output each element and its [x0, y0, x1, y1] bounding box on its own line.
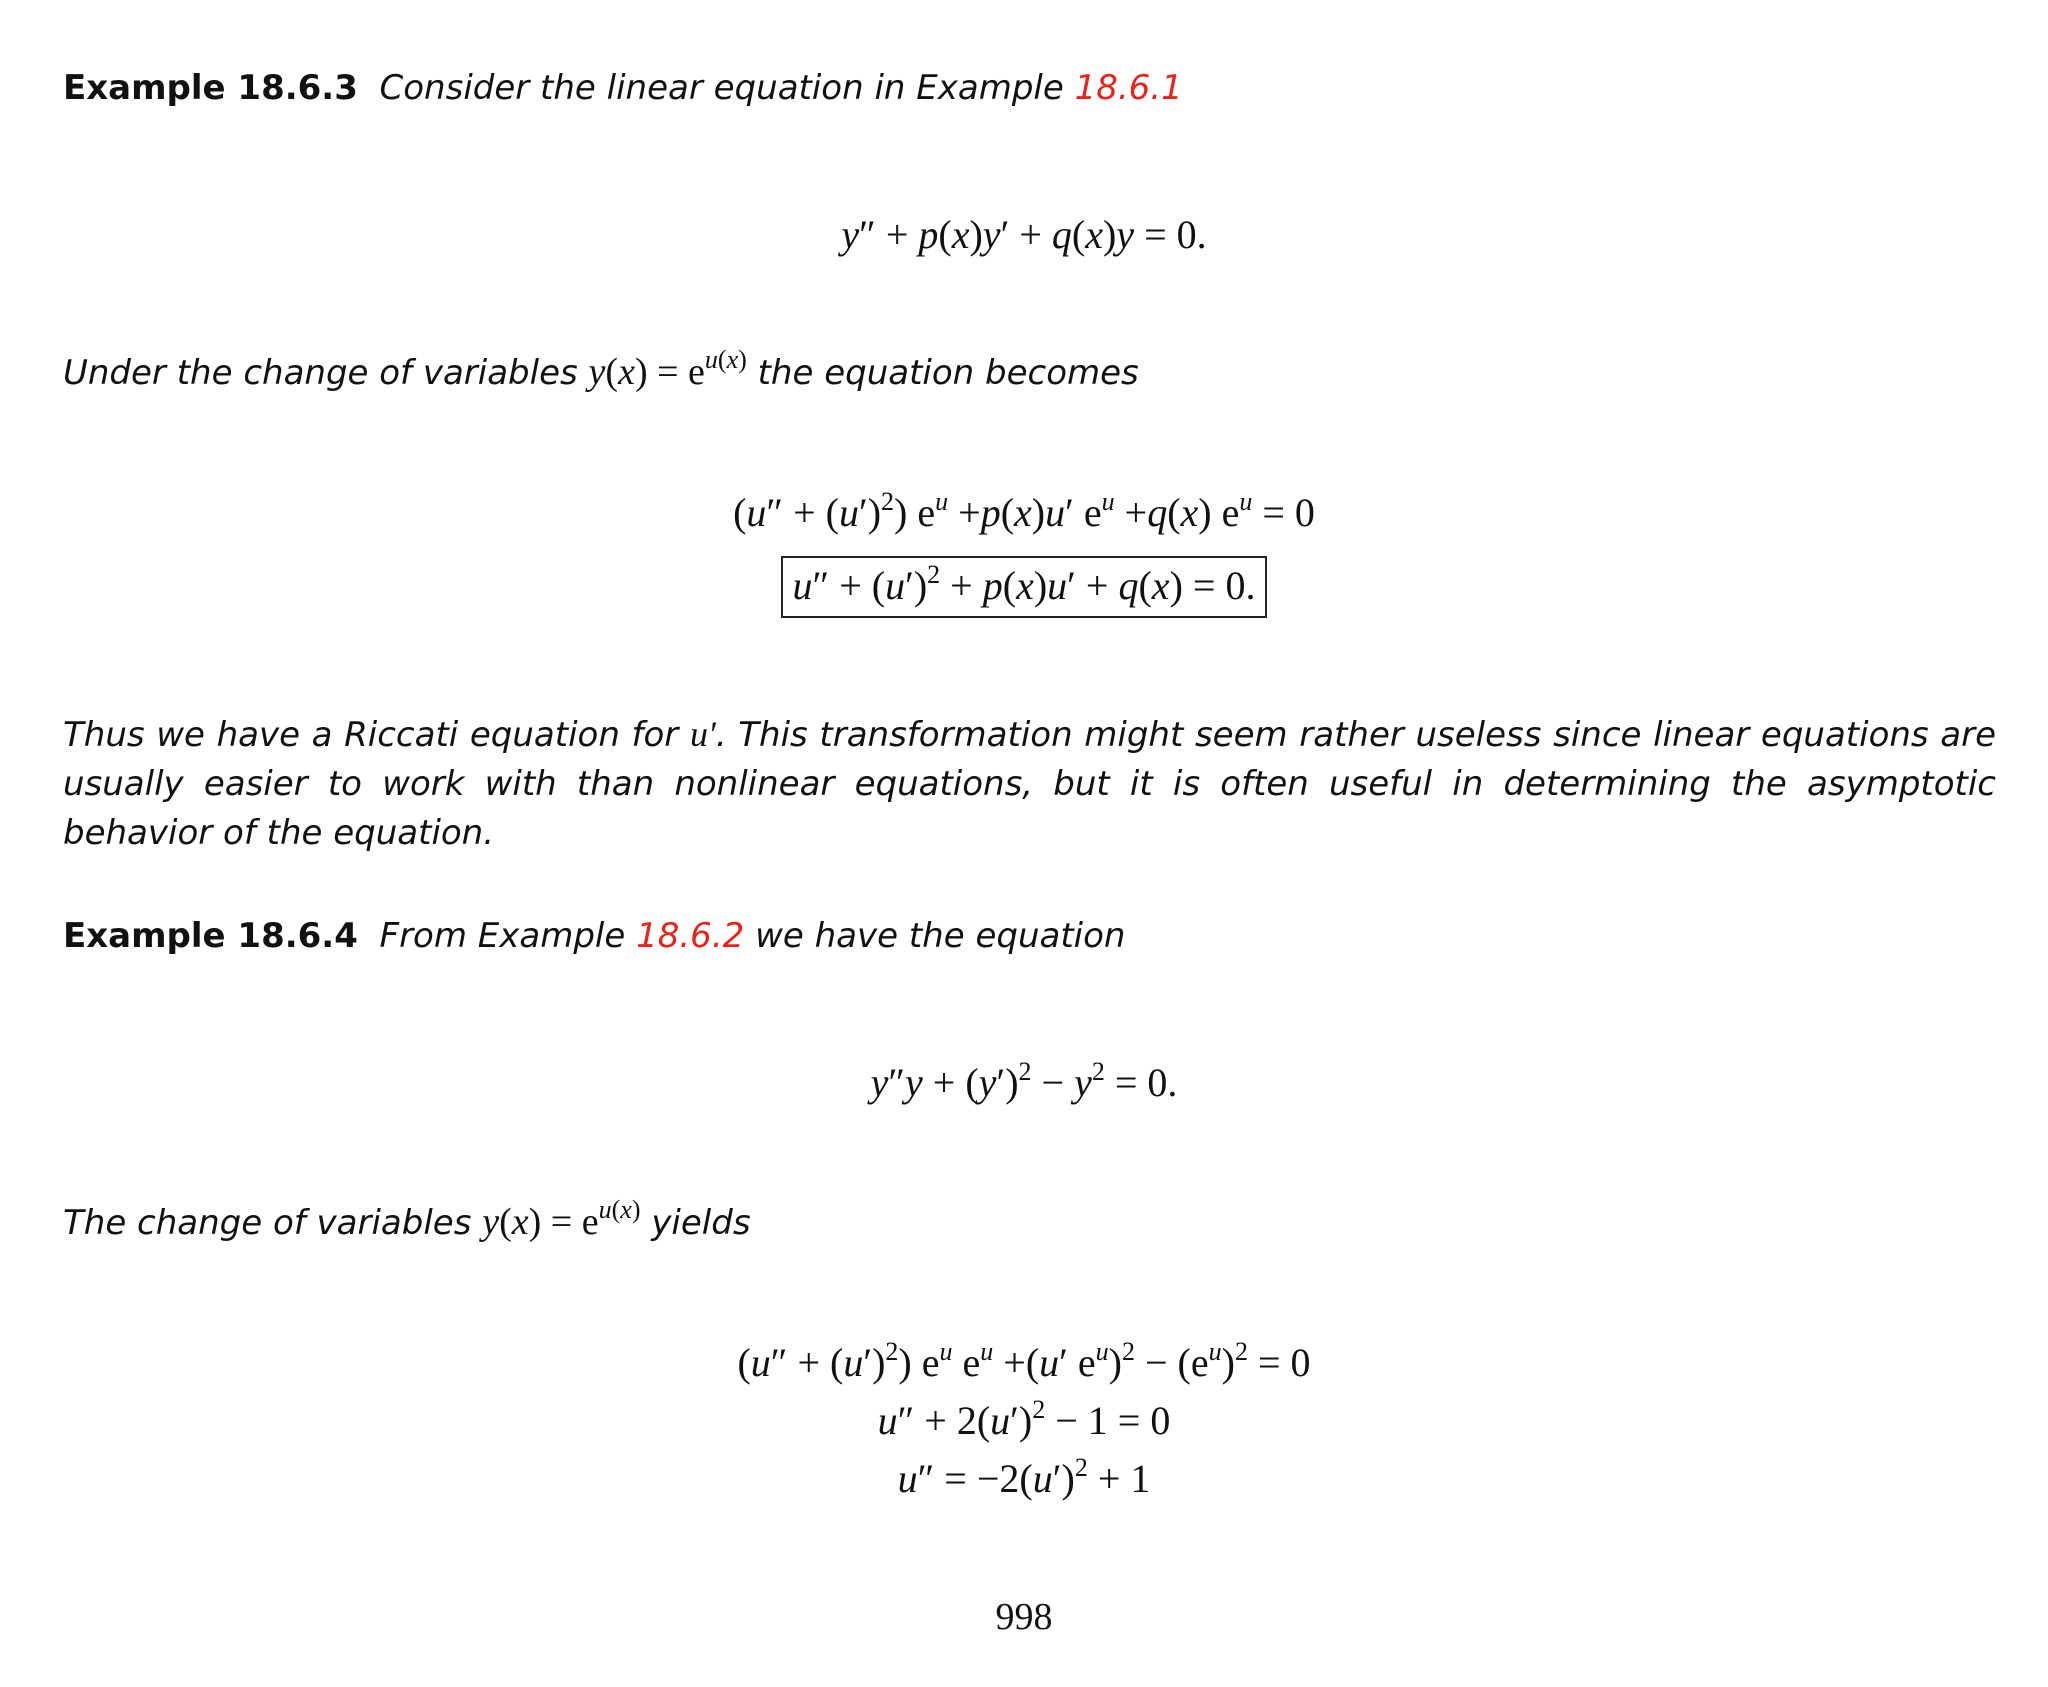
derivation-boxed-result — [0, 556, 2048, 618]
transition-sentence-1: Under the change of variables $y(x) = e^{u(x)}$ the equation becomes — [63, 345, 1139, 393]
derivation2-line-1: $(u'' + (u')^2)$ $e^u$ $e^u +(u'$ $e^u)^2 - (e^u)^2 = 0$ — [737, 1337, 1311, 1385]
equation-nonlinear: $y''y + (y')^2 - y^2 = 0$. — [870, 1057, 1178, 1105]
boxed-equation: $u'' + (u')^2 + p(x)u' + q(x) = 0$. — [781, 556, 1268, 618]
cross-reference-link[interactable]: 18.6.2 — [636, 916, 745, 956]
cross-reference-link[interactable]: 18.6.1 — [1074, 68, 1183, 108]
derivation2-line-2: $u'' + 2(u')^2 - 1 = 0$ — [877, 1395, 1171, 1443]
example-label: Example 18.6.3 — [63, 68, 358, 108]
example-intro: Consider the linear equation in Example — [379, 68, 1064, 108]
example-18-6-4-heading: Example 18.6.4 From Example 18.6.2 we have the equation — [63, 916, 1126, 956]
substitution-math: $y(x) = e^{u(x)}$ — [482, 1195, 641, 1243]
substitution-math: $y(x) = e^{u(x)}$ — [588, 345, 747, 393]
page-number: 998 — [995, 1596, 1053, 1638]
equation-linear: y″ + p(x)y′ + q(x)y = 0. — [841, 212, 1207, 257]
derivation2-line-3: $u'' = -2(u')^2 + 1$ — [897, 1453, 1151, 1501]
example-label: Example 18.6.4 — [63, 916, 358, 956]
derivation-line-1: $(u'' + (u')^2)$ $e^u +p(x)u'$ $e^u +q(x) e^u = 0$ — [733, 487, 1315, 535]
explanatory-paragraph: Thus we have a Riccati equation for u′. This transformation might seem rather useless since linear equations are usually easier to work with than nonlinear equations, but it is often useful in determining the asymptotic behavior of the equation. — [63, 714, 1997, 853]
example-18-6-3-heading — [63, 66, 1183, 110]
transition-sentence-2: The change of variables $y(x) = e^{u(x)}$ yields — [63, 1195, 751, 1243]
